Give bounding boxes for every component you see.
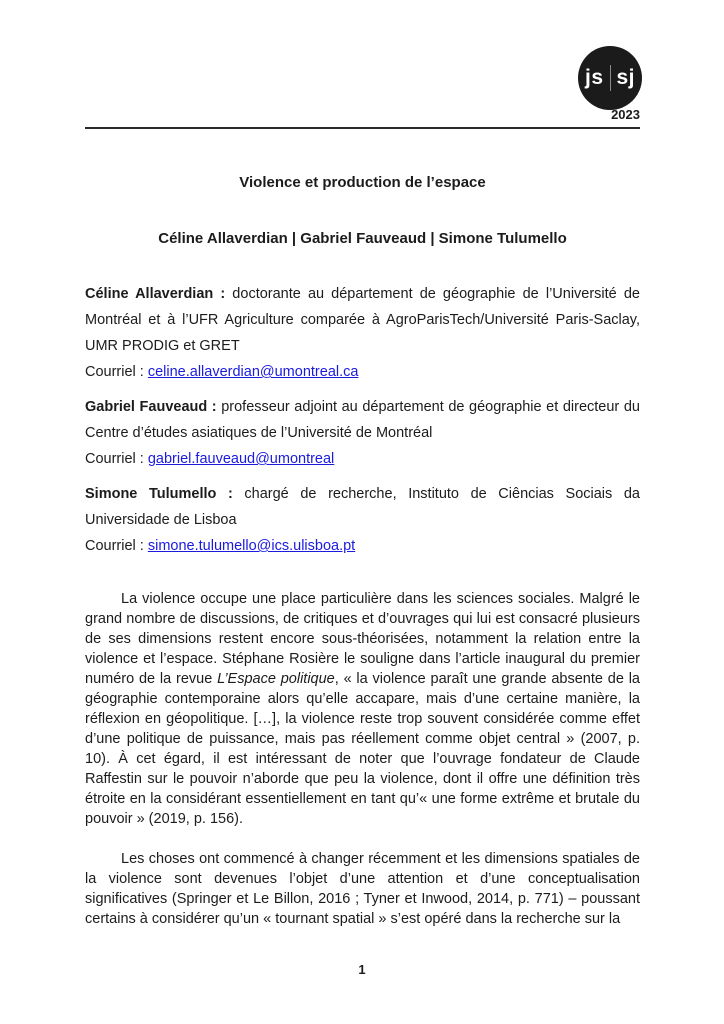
article-title: Violence et production de l’espace [239, 174, 486, 191]
email-link-fauveaud[interactable]: gabriel.fauveaud@umontreal [147, 451, 335, 467]
paragraph-text: La violence occupe une place particulière dans les sciences sociales. Malgré le grand nombre de discussions, de critiques et d’ouvrages qui lui est consacré plusieurs de ses dimensions restent encore sous-théorisées, notamment la relation entre la violence et l’espace. Stéphane Rosière le souligne dans l’article inaugural du premier numéro de la revue [85, 591, 640, 687]
courriel-line [85, 533, 640, 559]
logo-text-sj: sj [616, 66, 636, 89]
courriel-line [85, 359, 640, 385]
courriel-line [85, 446, 640, 472]
bio-block-allaverdian [85, 281, 640, 359]
author-bios [85, 281, 640, 559]
logo-text-js: js [584, 66, 604, 89]
bio-block-tulumello [85, 481, 640, 533]
bio-name: Gabriel Fauveaud : [85, 399, 217, 415]
email-link-allaverdian[interactable]: celine.allaverdian@umontreal.ca [147, 364, 359, 380]
courriel-label: Courriel : [85, 364, 148, 380]
article-authors: Céline Allaverdian | Gabriel Fauveaud | Simone Tulumello [158, 230, 567, 247]
article-body [85, 0, 640, 949]
body-paragraph-2: Les choses ont commencé à changer récemment et les dimensions spatiales de la violence sont devenues l’objet d’une attention et d’une conceptualisation significatives (Springer et Le Billon, 2016 ; Tyner et Inwood, 2014, p. 771) – poussant certains à considérer qu’un « tournant spatial » s’est opéré dans la recherche sur la [85, 851, 640, 927]
bio-description: doctorante au département de géographie de l’Université de Montréal et à l’UFR Agriculture comparée à AgroParisTech/Université Paris-Saclay, UMR PRODIG et GRET [85, 286, 640, 354]
page-number: 1 [358, 962, 366, 977]
journal-title-italic: L’Espace politique [217, 671, 335, 687]
courriel-label: Courriel : [85, 538, 148, 554]
bio-name: Céline Allaverdian : [85, 286, 226, 302]
bio-description: chargé de recherche, Instituto de Ciências Sociais da Universidade de Lisboa [85, 486, 640, 528]
body-paragraph-1 [85, 589, 640, 829]
bio-block-fauveaud [85, 394, 640, 446]
issue-year: 2023 [611, 107, 640, 122]
email-link-tulumello[interactable]: simone.tulumello@ics.ulisboa.pt [147, 538, 356, 554]
bio-name: Simone Tulumello : [85, 486, 233, 502]
courriel-label: Courriel : [85, 451, 148, 467]
bio-description: professeur adjoint au département de géographie et directeur du Centre d’études asiatiques de l’Université de Montréal [85, 399, 640, 441]
paragraph-text: , « la violence paraît une grande absente de la géographie contemporaine alors qu’elle accapare, mais d’une certaine manière, la réflexion en géopolitique. […], la violence reste trop souvent considérée comme effet d’une politique de puissance, mais pas réellement comme objet central » (2007, p. 10). À cet égard, il est intéressant de noter que l’ouvrage fondateur de Claude Raffestin sur le pouvoir n’aborde que peu la violence, dont il offre une définition très étroite en la considérant essentiellement en tant qu’« une forme extrême et brutale du pouvoir » (2019, p. 156). [85, 671, 640, 827]
